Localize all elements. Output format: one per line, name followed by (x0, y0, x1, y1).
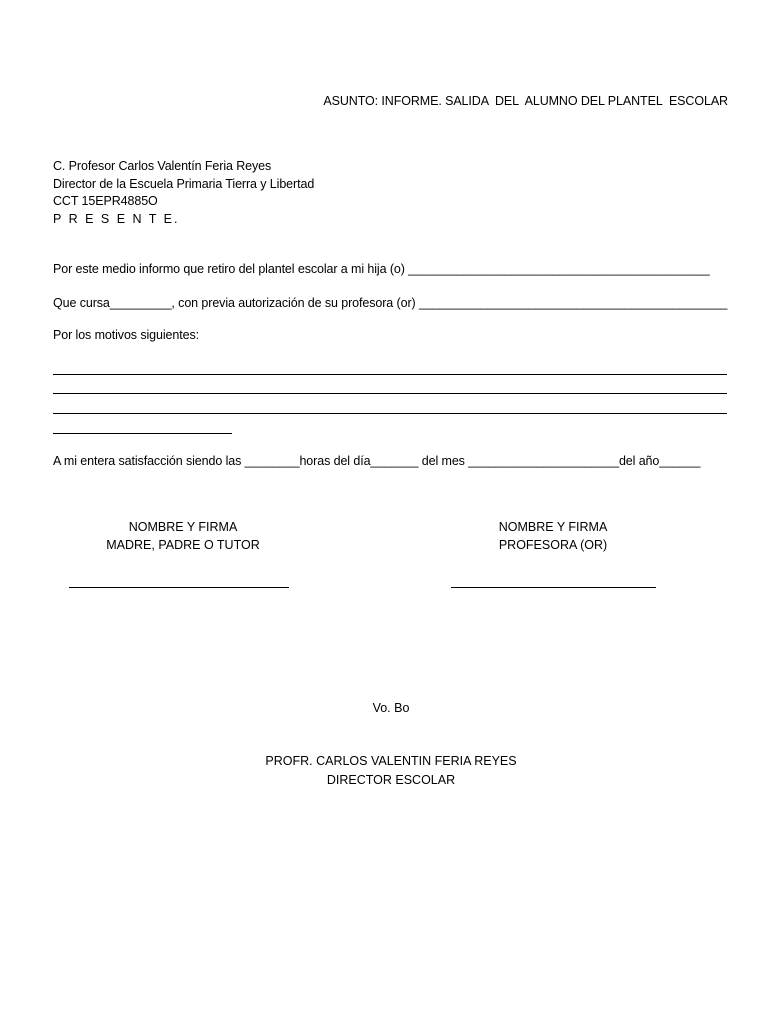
teacher-signature-line (451, 587, 656, 588)
reason-blank-line-3 (53, 413, 727, 414)
director-name: PROFR. CARLOS VALENTIN FERIA REYES (265, 754, 517, 768)
addressee-cct: CCT 15EPR4885O (53, 194, 158, 208)
addressee-name: C. Profesor Carlos Valentín Feria Reyes (53, 159, 272, 173)
reasons-label: Por los motivos siguientes: (53, 328, 199, 342)
addressee-presente: P R E S E N T E. (53, 212, 180, 226)
parent-signature-line (69, 587, 289, 588)
director-title: DIRECTOR ESCOLAR (326, 773, 456, 787)
reason-blank-line-4 (53, 433, 232, 434)
withdrawal-paragraph: Por este medio informo que retiro del plantel escolar a mi hija (o) ____________________________________________ (53, 262, 710, 276)
date-time-paragraph: A mi entera satisfacción siendo las ________horas del día_______ del mes ______________________del año______ (53, 454, 701, 468)
parent-signature-label: NOMBRE Y FIRMA (128, 520, 238, 534)
reason-blank-line-2 (53, 393, 727, 394)
teacher-signature-label: NOMBRE Y FIRMA (498, 520, 608, 534)
vobo-label: Vo. Bo (372, 701, 410, 715)
grade-paragraph: Que cursa_________, con previa autorización de su profesora (or) _____________________________________________ (53, 296, 728, 310)
subject-line: ASUNTO: INFORME. SALIDA DEL ALUMNO DEL PLANTEL ESCOLAR (323, 94, 728, 108)
teacher-signature-block (453, 518, 653, 554)
parent-signature-role: MADRE, PADRE O TUTOR (106, 538, 260, 552)
addressee-position: Director de la Escuela Primaria Tierra y Libertad (53, 177, 315, 191)
teacher-signature-role: PROFESORA (OR) (498, 538, 608, 552)
parent-signature-block (83, 518, 283, 554)
reason-blank-line-1 (53, 374, 727, 375)
